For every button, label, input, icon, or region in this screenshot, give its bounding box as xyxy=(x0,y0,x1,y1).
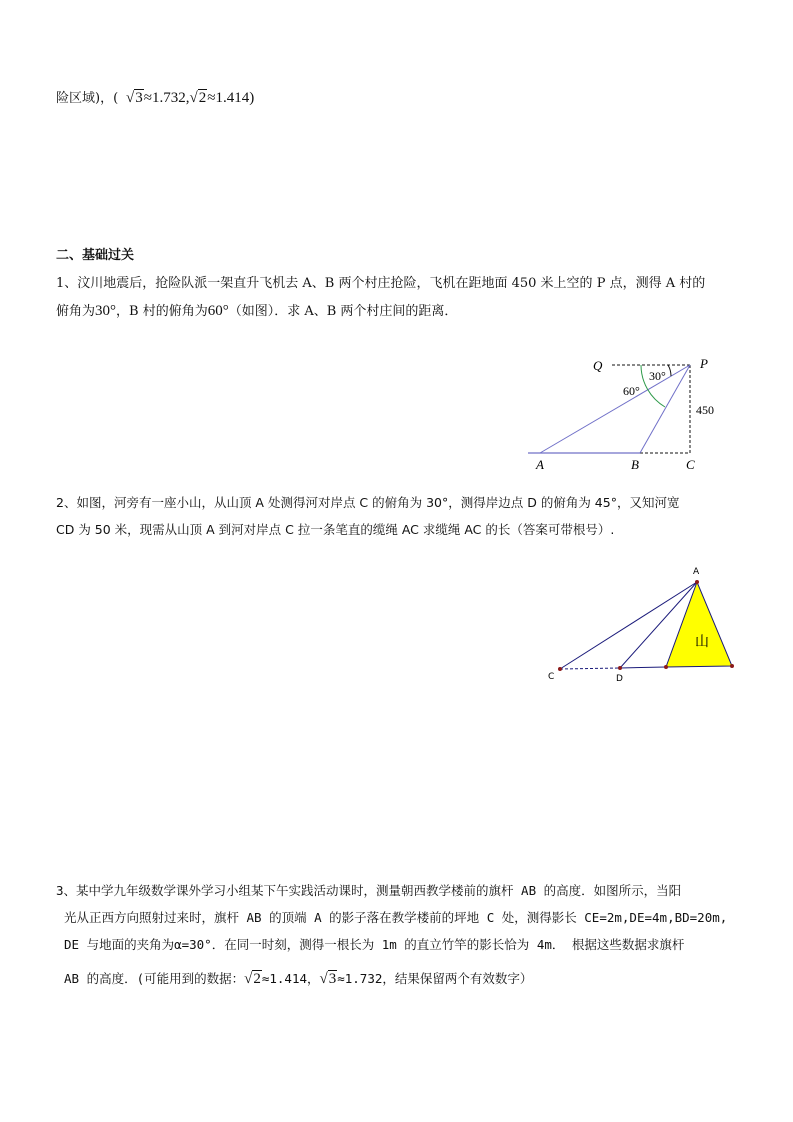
sqrt2-symbol: √2 xyxy=(244,971,261,987)
label-Q: Q xyxy=(593,358,603,373)
angle-30: 30° xyxy=(95,303,117,319)
problem1-line2: 俯角为30°，B 村的俯角为60°（如图）．求 A、B 两个村庄间的距离． xyxy=(56,303,458,319)
mountain xyxy=(666,582,732,667)
line-D-foot xyxy=(620,667,666,668)
problem2-line1: 2、如图，河旁有一座小山，从山顶 A 处测得河对岸点 C 的俯角为 30°，测得岸边点 D 的俯角为 45°，又知河宽 xyxy=(56,495,680,510)
point-C xyxy=(558,667,562,671)
problem1-line1: 1、汶川地震后，抢险队派一架直升飞机去 A、B 两个村庄抢险，飞机在距地面 450 米上空的 P 点，测得 A 村的 xyxy=(56,276,706,291)
problem2-figure xyxy=(540,560,750,690)
intro-line xyxy=(56,89,254,108)
label-C: C xyxy=(686,457,695,472)
angle-60: 60° xyxy=(207,303,229,319)
label-A: A xyxy=(536,457,544,472)
label-450: 450 xyxy=(696,403,714,417)
line-PA xyxy=(540,365,690,453)
problem2-line2: CD 为 50 米，现需从山顶 A 到河对岸点 C 拉一条笔直的缆绳 AC 求缆绳 AC 的长（答案可带根号）. xyxy=(56,522,615,537)
intro-prefix: 险区域)，( xyxy=(56,91,119,106)
label-D2: D xyxy=(616,674,623,684)
point-D xyxy=(618,666,622,670)
label-A2: A xyxy=(693,567,700,577)
point-foot-left xyxy=(664,665,668,669)
sqrt3-expression: √3≈1.732,√2≈1.414) xyxy=(122,90,255,106)
problem1-figure xyxy=(520,345,730,475)
arc-30 xyxy=(668,365,671,376)
label-30: 30° xyxy=(649,369,666,383)
section-heading: 二、基础过关 xyxy=(56,248,135,263)
label-B: B xyxy=(631,457,639,472)
label-C2: C xyxy=(548,672,555,682)
label-mountain: 山 xyxy=(695,634,709,650)
problem3-line2: 光从正西方向照射过来时，旗杆 AB 的顶端 A 的影子落在教学楼前的坪地 C 处，测得影长 CE=2m,DE=4m,BD=20m, xyxy=(64,910,728,925)
problem3-line1: 3、某中学九年级数学课外学习小组某下午实践活动课时，测量朝西教学楼前的旗杆 AB 的高度．如图所示，当阳 xyxy=(56,883,682,898)
label-P: P xyxy=(700,356,708,371)
problem3-line4: AB 的高度．(可能用到的数据：√2≈1.414，√3≈1.732，结果保留两个有效数字） xyxy=(64,971,533,987)
point-A xyxy=(695,580,699,584)
point-foot-right xyxy=(730,664,734,668)
label-60: 60° xyxy=(623,384,640,398)
sqrt3-symbol: √3 xyxy=(319,971,337,987)
line-CD xyxy=(560,668,620,669)
problem3-line3: DE 与地面的夹角为α=30°．在同一时刻，测得一根长为 1m 的直立竹竿的影长恰为 4m． 根据这些数据求旗杆 xyxy=(64,937,685,952)
